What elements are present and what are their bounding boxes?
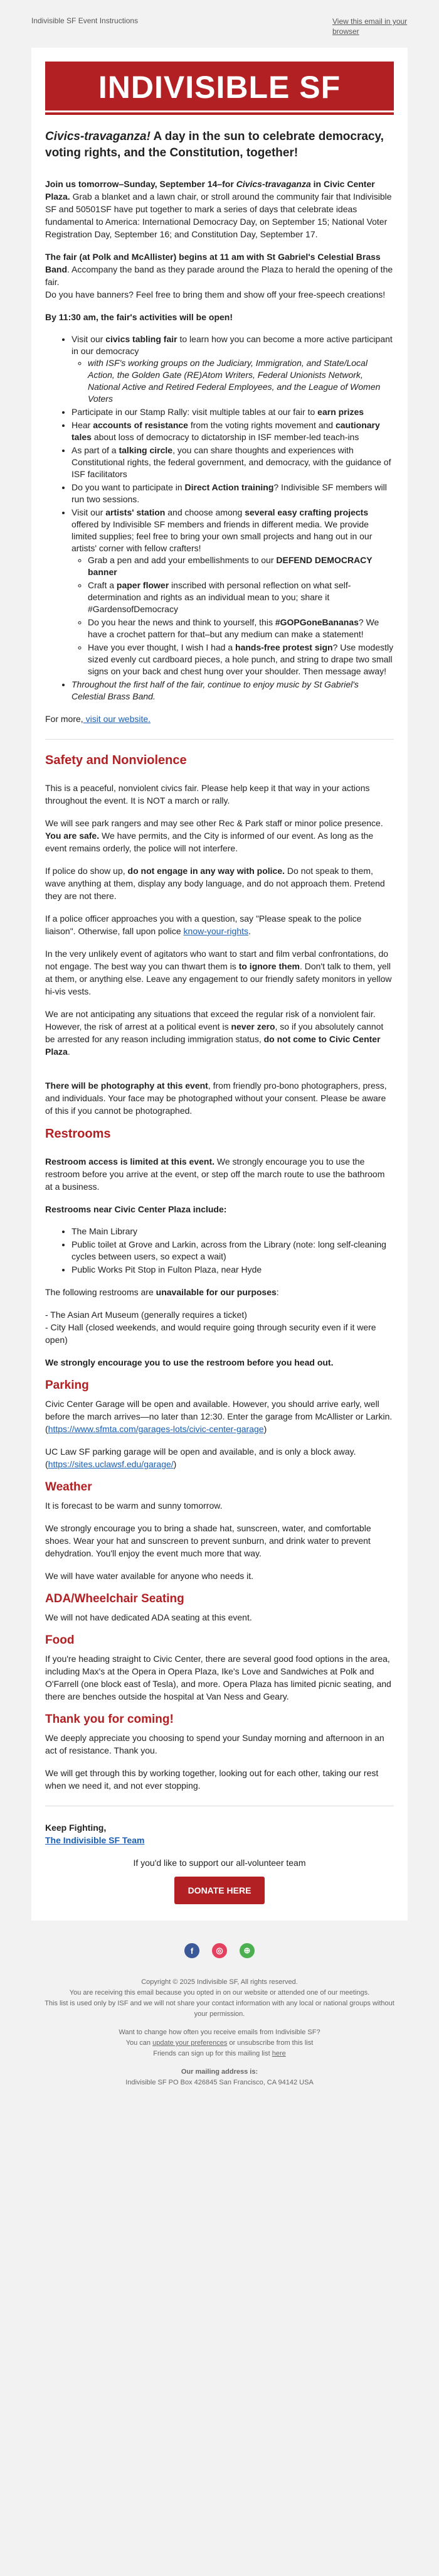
- text: .: [67, 1047, 70, 1057]
- thanks-heading: Thank you for coming!: [45, 1713, 174, 1726]
- text-bold: several easy crafting projects: [245, 507, 369, 517]
- text: ? Use modestly sized evenly cut cardboard pieces, a hole punch, and string to drape two small signs on your back and chest hung over your shoulder. Then message away!: [88, 642, 394, 676]
- text: Participate in our Stamp Rally: visit multiple tables at our fair to: [71, 407, 318, 417]
- text: Copyright © 2025 Indivisible SF, All rights reserved.: [141, 1978, 298, 1986]
- weather-p3: We will have water available for anyone who needs it.: [45, 1571, 254, 1581]
- text: Visit our: [71, 507, 106, 517]
- text-bold: You are safe.: [45, 831, 100, 841]
- text: We have permits, and the City is informed of our event. As long as the event remains orderly, the police will not interfere.: [45, 831, 374, 853]
- text: For more,: [45, 714, 83, 724]
- text-bold: There will be photography at this event: [45, 1081, 208, 1091]
- divider: [45, 739, 394, 740]
- text: . Don't talk to them, yell at them, or anything else. Leave any engagement to our friendly safety monitors in yellow hi-vis vests.: [45, 961, 392, 996]
- text: , from friendly pro-bono photographers, press, and individuals. Your face may be photographed without your consent. Please be aware of this if you cannot be photographed.: [45, 1081, 387, 1116]
- list-item: [88, 617, 394, 640]
- text: Want to change how often you receive emails from Indivisible SF?: [119, 2029, 320, 2036]
- list-item: [88, 642, 394, 677]
- lead-rest: A day in the sun to celebrate democracy, voting rights, and the Constitution, together!: [45, 130, 384, 159]
- text-bold: unavailable for our purposes: [156, 1287, 277, 1297]
- food-heading: Food: [45, 1634, 75, 1647]
- text: - The Asian Art Museum (generally requires a ticket): [45, 1310, 247, 1320]
- safety-p3: [45, 865, 394, 902]
- text: As part of a: [71, 445, 119, 455]
- weather-p1: It is forecast to be warm and sunny tomorrow.: [45, 1501, 223, 1511]
- text: Do not speak to them, wave anything at them, display any body language, and do not approach them. Pretend they are not there.: [45, 866, 385, 901]
- text: to learn how you can become a more active participant in our democracy: [71, 334, 393, 356]
- text-bold: paper flower: [116, 580, 169, 590]
- intro-rest: Grab a blanket and a lawn chair, or stroll around the community fair that Indivisible SF and 50501SF have put together to mark a series of days that celebrate ideas fundamental to America: International Democracy Day, on September 15; National Voter Registration Day, September 16; and Constitution Day, September 17.: [45, 191, 392, 239]
- civic-center-garage-link[interactable]: https://www.sfmta.com/garages-lots/civic-center-garage: [48, 1424, 264, 1434]
- text-em: Throughout the first half of the fair, continue to enjoy music by St Gabriel's Celestial Brass Band.: [71, 679, 359, 701]
- safety-p1: This is a peaceful, nonviolent civics fair. Please help keep it that way in your actions throughout the event. It is NOT a march or rally.: [45, 783, 370, 806]
- activities-list: [45, 333, 394, 703]
- social-links: [0, 1921, 439, 1977]
- list-item: • The Main Library: [71, 1226, 394, 1237]
- safety-p7: [45, 1079, 394, 1117]
- parking-p1: [45, 1398, 394, 1435]
- update-preferences-link[interactable]: update your preferences: [152, 2039, 228, 2047]
- text-bold: do not come to Civic Center Plaza: [45, 1034, 381, 1057]
- signature: [45, 1821, 394, 1846]
- fair-start-bold: The fair (at Polk and McAllister) begins at 11 am with St Gabriel's Celestial Brass Band: [45, 252, 381, 274]
- list-item: [88, 357, 394, 405]
- text: - City Hall (closed weekends, and would require going through security even if it were open): [45, 1322, 376, 1345]
- parking-p2: [45, 1445, 394, 1470]
- food-p1: If you're heading straight to Civic Center, there are several good food options in the area, including Max's at the Opera in Opera Plaza, Ike's Love and Sandwiches at Polk and O'Farrell (one block east of Tesla), and more. Opera Plaza has limited picnic seating, and there are benches outside the hospital at Van Ness and Geary.: [45, 1654, 391, 1701]
- facebook-icon[interactable]: f: [184, 1943, 199, 1958]
- text-bold: Keep Fighting,: [45, 1823, 107, 1833]
- text: Indivisible SF PO Box 426845 San Francisco, CA 94142 USA: [125, 2079, 314, 2086]
- safety-p5: [45, 947, 394, 998]
- text-bold: Direct Action training: [184, 482, 274, 492]
- team-link[interactable]: The Indivisible SF Team: [45, 1835, 145, 1845]
- footer-legal: [38, 1977, 401, 2020]
- text-bold: Restrooms near Civic Center Plaza include:: [45, 1204, 227, 1214]
- weather-heading: Weather: [45, 1480, 92, 1494]
- list-item: • Public Works Pit Stop in Fulton Plaza, near Hyde: [71, 1264, 394, 1276]
- text: In the very unlikely event of agitators who want to start and film verbal confrontations, do not engage. The best way you can thwart them is: [45, 949, 389, 971]
- text-bold: earn prizes: [317, 407, 364, 417]
- text: about loss of democracy to dictatorship in ISF member-led teach-ins: [91, 432, 359, 442]
- banners-note: Do you have banners? Feel free to bring them and show off your free-speech creations!: [45, 289, 386, 299]
- text: Friends can sign up for this mailing list: [153, 2050, 272, 2057]
- signup-link[interactable]: here: [272, 2050, 286, 2057]
- view-in-browser-link[interactable]: View this email in your browser: [332, 17, 408, 36]
- list-item: [71, 679, 394, 703]
- safety-heading: Safety and Nonviolence: [45, 753, 187, 767]
- footer-prefs: [38, 2027, 401, 2059]
- text-bold: to ignore them: [238, 961, 300, 971]
- text: This list is used only by ISF and we will not share your contact information with any local or national groups without your permission.: [45, 2000, 394, 2018]
- list-item: [71, 445, 394, 480]
- fair-start-paragraph: [45, 251, 394, 301]
- text-bold: We strongly encourage you to use the restroom before you head out.: [45, 1357, 334, 1367]
- donate-button[interactable]: DONATE HERE: [174, 1877, 265, 1904]
- text-bold: do not engage in any way with police.: [127, 866, 285, 876]
- lead-em: Civics-travaganza!: [45, 130, 151, 143]
- safety-p6: [45, 1008, 394, 1058]
- logo-banner: INDIVISIBLE SF: [45, 62, 394, 110]
- text: Do you hear the news and think to yourself, this: [88, 617, 275, 627]
- uc-law-garage-link[interactable]: https://sites.uclawsf.edu/garage/: [48, 1459, 174, 1469]
- text-bold: hands-free protest sign: [235, 642, 333, 652]
- text: from the voting rights movement and: [188, 420, 336, 430]
- text: Have you ever thought, I wish I had a: [88, 642, 236, 652]
- intro-b2: in Civic Center Plaza.: [45, 179, 375, 202]
- text: We are not anticipating any situations that exceed the regular risk of a nonviolent fair. However, the risk of arrest at a political event is: [45, 1009, 376, 1032]
- activities-heading-text: By 11:30 am, the fair's activities will be open!: [45, 312, 233, 322]
- text: ): [173, 1459, 177, 1469]
- ada-heading: ADA/Wheelchair Seating: [45, 1592, 184, 1605]
- text: Hear: [71, 420, 93, 430]
- safety-p4: [45, 912, 394, 937]
- text: ? Indivisible SF members will run two sessions.: [71, 482, 387, 504]
- weather-p2: We strongly encourage you to bring a shade hat, sunscreen, water, and comfortable shoes. Wear your hat and sunscreen to prevent sunburn, and drink water to prevent dehydration. You'll enjoy the event much more that way.: [45, 1523, 371, 1558]
- list-item: [71, 406, 394, 418]
- list-item: [71, 482, 394, 505]
- intro-em: Civics-travaganza: [236, 179, 311, 189]
- thanks-p2: We will get through this by working together, looking out for each other, taking our rest when we need it, and not ever stopping.: [45, 1768, 379, 1791]
- text: We will see park rangers and may see other Rec & Park staff or minor police presence.: [45, 818, 383, 828]
- text: Grab a pen and add your embellishments to our: [88, 555, 277, 565]
- restrooms-list: [45, 1226, 394, 1276]
- preheader: [0, 0, 439, 48]
- text: The following restrooms are: [45, 1287, 156, 1297]
- text-bold: Restroom access is limited at this event.: [45, 1156, 214, 1167]
- text: We strongly encourage you to use the restroom before you arrive at the event, or step off the march route to use the bathroom at a business.: [45, 1156, 385, 1192]
- restrooms-near-title: [45, 1203, 394, 1215]
- restrooms-unavail: [45, 1286, 394, 1298]
- list-item: • Public toilet at Grove and Larkin, across from the Library (note: long self-cleaning cycles between users, so expect a wait): [71, 1239, 394, 1263]
- email-body: [31, 48, 408, 1921]
- intro-paragraph: [45, 178, 394, 240]
- text: offered by Indivisible SF members and friends in different media. We provide limited supplies; feel free to bring your own small projects and hang out in our artists' corner with fellow crafters!: [71, 519, 373, 553]
- text-bold: cautionary tales: [71, 420, 380, 442]
- text: You are receiving this email because you opted in on our website or attended one of our meetings.: [69, 1989, 370, 1997]
- text: ? We have a crochet pattern for that–but any medium can make a statement!: [88, 617, 379, 639]
- text: UC Law SF parking garage will be open and available, and is only a block away. (: [45, 1447, 356, 1469]
- text-bold: talking circle: [119, 445, 173, 455]
- text: :: [276, 1287, 279, 1297]
- text: or unsubscribe from this list: [227, 2039, 314, 2047]
- list-item: [88, 554, 394, 578]
- text: Civic Center Garage will be open and available. However, you should arrive early, well before the march arrives—no later than 12:30. Enter the garage from McAllister or Larkin. (: [45, 1399, 393, 1434]
- text-em: with ISF's working groups on the Judiciary, Immigration, and State/Local Action, the Golden Gate (RE)Atom Writers, Federal Unionists Network, National Active and Retired Federal Employees, and the League of Women Voters: [88, 358, 381, 404]
- donate-section: [45, 1857, 394, 1904]
- more-info: [45, 713, 394, 725]
- lead-headline: [45, 129, 394, 161]
- text: Do you want to participate in: [71, 482, 185, 492]
- know-your-rights-link[interactable]: know-your-rights: [183, 926, 249, 936]
- donate-prompt: If you'd like to support our all-volunteer team: [133, 1858, 306, 1868]
- safety-p2: [45, 817, 394, 854]
- footer-address: [38, 2067, 401, 2088]
- intro-b1: Join us tomorrow–Sunday, September 14–for: [45, 179, 236, 189]
- text-bold: never zero: [231, 1021, 275, 1032]
- restrooms-heading: Restrooms: [45, 1127, 111, 1141]
- text-bold: #GOPGoneBananas: [275, 617, 359, 627]
- list-item: [88, 579, 394, 615]
- text: and choose among: [165, 507, 245, 517]
- restrooms-unavail-list: [45, 1308, 394, 1346]
- list-item: [71, 333, 394, 405]
- text: Visit our: [71, 334, 106, 344]
- fair-start-rest: . Accompany the band as they parade around the Plaza to herald the opening of the fair.: [45, 264, 393, 287]
- text: If a police officer approaches you with a question, say "Please speak to the police liaison". Otherwise, fall upon police: [45, 913, 362, 936]
- footer: [0, 1977, 439, 2121]
- restrooms-p1: [45, 1155, 394, 1193]
- text: You can: [125, 2039, 153, 2047]
- list-item: [71, 419, 394, 443]
- text: .: [248, 926, 251, 936]
- text: ): [263, 1424, 267, 1434]
- text-bold: Our mailing address is:: [181, 2068, 258, 2076]
- text: If police do show up,: [45, 866, 128, 876]
- text-bold: accounts of resistance: [93, 420, 188, 430]
- text-bold: civics tabling fair: [105, 334, 177, 344]
- text: , you can share thoughts and experiences with Constitutional rights, the federal government, and democracy, with the guidance of ISF facilitators: [71, 445, 391, 479]
- text: , so if you absolutely cannot be arrested for any reason including immigration status,: [45, 1021, 384, 1044]
- text-bold: DEFEND DEMOCRACY banner: [88, 555, 373, 577]
- instagram-icon[interactable]: ◎: [212, 1943, 227, 1958]
- ada-p1: We will not have dedicated ADA seating at this event.: [45, 1612, 252, 1622]
- text: inscribed with personal reflection on what self-determination and rights as an individual mean to you; share it #GardensofDemocracy: [88, 580, 351, 614]
- banner-divider: [45, 112, 394, 115]
- list-item: [71, 507, 394, 677]
- activities-heading: [45, 311, 394, 323]
- website-link[interactable]: visit our website.: [83, 714, 151, 724]
- website-icon[interactable]: ⊕: [240, 1943, 255, 1958]
- text-bold: artists' station: [105, 507, 166, 517]
- restrooms-final: [45, 1356, 394, 1369]
- thanks-p1: We deeply appreciate you choosing to spend your Sunday morning and afternoon in an act of resistance. Thank you.: [45, 1733, 384, 1755]
- text: Craft a: [88, 580, 117, 590]
- parking-heading: Parking: [45, 1379, 89, 1392]
- preheader-title: Indivisible SF Event Instructions: [31, 16, 139, 25]
